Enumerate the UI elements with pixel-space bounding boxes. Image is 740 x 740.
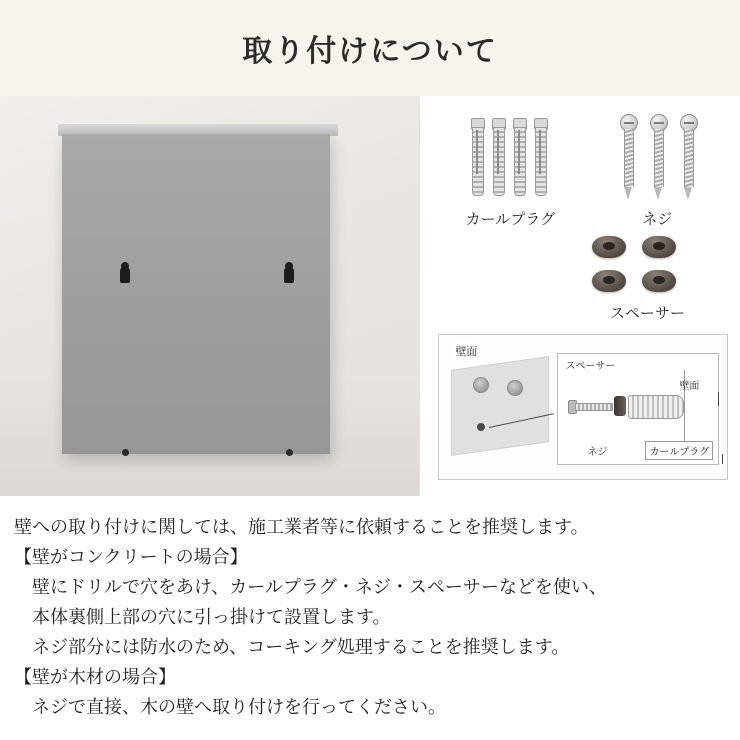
mounting-hole-bottom-right: [286, 449, 293, 456]
instruction-line: 【壁がコンクリートの場合】: [14, 547, 248, 567]
wall-plug-label: カールプラグ: [465, 211, 556, 228]
detail-spacer-icon: [614, 396, 626, 416]
diagram-screw-label: ネジ: [587, 447, 608, 458]
screw-icon: [680, 114, 696, 200]
spacer-icon: [642, 270, 676, 292]
screw-icon: [650, 114, 666, 200]
illustration-band: [0, 96, 740, 496]
wall-plug-icon: [470, 118, 484, 194]
spacer-group: [590, 236, 700, 302]
wall-plug-icon: [491, 118, 505, 194]
screw-group: [598, 114, 718, 206]
instruction-line: 【壁が木材の場合】: [14, 667, 176, 687]
diagram-leader-line: [718, 392, 719, 406]
page-title: 取り付けについて: [242, 35, 498, 68]
mounting-keyhole-left: [120, 266, 130, 283]
wall-surface-illustration: [451, 356, 549, 456]
mounting-hole-bottom-left: [122, 449, 129, 456]
instruction-line: 本体裏側上部の穴に引っ掛けて設置します。: [32, 607, 391, 627]
wall-plug-icon: [512, 118, 526, 194]
instructions-text: [0, 500, 740, 722]
mounting-keyhole-right: [284, 266, 294, 283]
instruction-line: ネジで直接、木の壁へ取り付けを行ってください。: [32, 697, 446, 717]
diagram-spacer-label: スペーサー: [565, 361, 616, 372]
mailbox-back-panel: [62, 134, 330, 454]
diagram-leader-line: [722, 454, 723, 464]
mounting-diagram: [438, 334, 728, 480]
screw-label: ネジ: [642, 211, 673, 228]
parts-panel: [419, 96, 740, 496]
detail-screw-icon: [568, 402, 614, 410]
instruction-line: ネジ部分には防水のため、コーキング処理することを推奨します。: [32, 637, 570, 657]
parts-top-area: [420, 96, 740, 324]
spacer-icon: [642, 236, 676, 258]
diagram-wall-plug-label: カールプラグ: [645, 441, 713, 460]
diagram-wall-label-left: 壁面: [453, 343, 479, 359]
spacer-icon: [592, 270, 626, 292]
spacer-icon: [592, 236, 626, 258]
screw-icon: [620, 114, 636, 200]
header-banner: [0, 0, 740, 96]
wall-plug-icon: [533, 118, 547, 194]
instruction-line: 壁への取り付けに関しては、施工業者等に依頼することを推奨します。: [14, 517, 589, 537]
instruction-line: 壁にドリルで穴をあけ、カールプラグ・ネジ・スペーサーなどを使い、: [32, 577, 607, 597]
wall-plug-group: [448, 118, 568, 202]
spacer-label: スペーサー: [609, 305, 685, 322]
detail-wall-plug-icon: [628, 395, 684, 419]
mailbox-photo: [0, 96, 419, 496]
diagram-wall-label-right: 壁面: [679, 381, 700, 392]
